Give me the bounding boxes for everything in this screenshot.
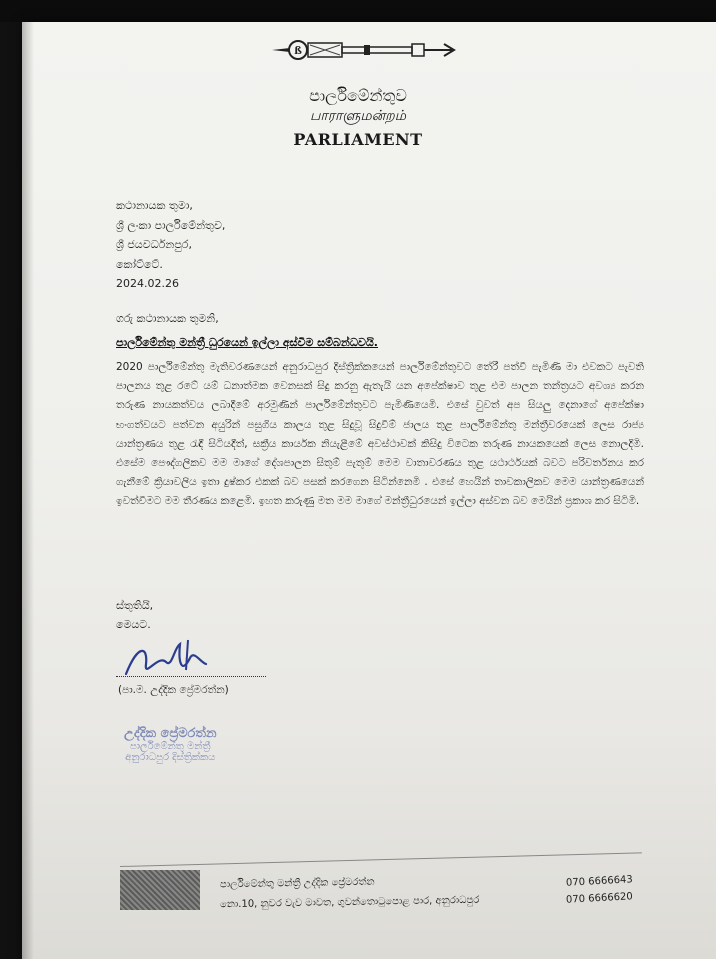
footer-phone-1: 070 6666643 xyxy=(565,874,634,889)
closing-yours: මෙයට. xyxy=(116,618,151,631)
recipient-line: කථානායක තුමා, xyxy=(116,199,193,212)
letter-body: 2020 පාර්ලිමේන්තු මැතිවරණයෙන් අනුරාධපුර දිස්ත්‍රික්කයෙන් පාර්ලිමේන්තුවට තේරී පත්වී පැමිණි මා එවකට පැවති පාලනය තුළ රටේ යම් ධනාත්මක වෙනසක් සිදු කරනු ඇතැයි යන අපේක්ෂාව තුළ එම පාලන තන්ත්‍රයට අවශ්‍ය කරන තරුණ නායකත්වය ලබාදීමේ අරමුණින් පාර්ලිමේන්තුවට පැමිණියෙමි. එසේ වුවත් අප සියලු දෙනාගේ අපේක්ෂා භංගත්වයට පත්වන අයුරින් පසුගිය කාලය තුළ සිදුවූ සිදුවීම් ජාලය තුළ පාර්ලිමේන්තු මන්ත්‍රීවරයෙක් ලෙස රාජ්‍ය යාන්ත්‍රණය තුළ රැඳී සිටියදීත්, සක්‍රීය කාර්යක නියැළීමේ අවස්ථාවක් කිසිදු විටෙක තරුණ නායකයෙක් ලෙස නොලදිමි. එසේම පෞද්ගලිකව මම මාගේ දේශපාලන සිතුම් පැතුම් මෙම වාතාවරණය තුළ යථාර්ථයක් බවට පරිවර්තනය කර ගැනීමේ ක්‍රියාවලිය ඉතා දුෂ්කර එකක් බව පසක් කරගෙන සිටින්නෙමි . එසේ හෙයින් තාවකාලිකව මෙම යාන්ත්‍රණයෙන් ඉවත්වීමට මම තීරණය කළෙමි. ඉහත කරුණු මත මම මාගේ මන්ත්‍රීධුරයෙන් ඉල්ලා අස්වන බව මෙයින් ප්‍රකාශ කර සිටිමි. xyxy=(116,361,644,508)
dark-top-band xyxy=(0,0,716,22)
stamp-title: පාර්ලිමේන්තු මන්ත්‍රී xyxy=(129,741,211,752)
stamp-name: උද්දික ප්‍රේමරත්න xyxy=(124,726,217,741)
recipient-line: ශ්‍රී ලංකා පාර්ලිමේන්තුව, xyxy=(116,218,226,232)
letterhead-tamil: பாராளுமன்றம் xyxy=(310,108,406,124)
footer-address: නො.10, නුවර වැව මාවත, ගුවන්තොටුපොළ පාර, අනුරාධපුර xyxy=(219,894,480,911)
signature-line xyxy=(116,676,266,677)
paper-edge-shadow xyxy=(22,22,34,959)
footer-name: පාර්ලිමේන්තු මන්ත්‍රී උද්දික ප්‍රේමරත්න xyxy=(219,876,375,891)
letterhead-sinhala: පාර්ලිමේන්තුව xyxy=(309,86,407,105)
salutation: ගරු කථානායක තුමනි, xyxy=(116,312,219,325)
recipient-address xyxy=(116,196,225,294)
letter-date: 2024.02.26 xyxy=(116,277,179,290)
letterhead-english: PARLIAMENT xyxy=(293,130,423,149)
closing xyxy=(116,596,153,634)
footer-phone-2: 070 6666620 xyxy=(565,891,634,906)
official-stamp xyxy=(124,726,217,763)
qr-code-icon xyxy=(120,870,200,910)
subject-line: පාර්ලිමේන්තු මන්ත්‍රී ධුරයෙන් ඉල්ලා අස්වීම සම්බන්ධවයි. xyxy=(116,336,378,349)
stamp-district: අනුරාධපුර දිස්ත්‍රික්කය xyxy=(125,752,216,763)
recipient-line: ශ්‍රී ජයවර්ධනපුර, xyxy=(116,238,192,251)
closing-thanks: ස්තුතියි, xyxy=(116,599,154,612)
signer-name: (පා.ම. උද්දික ප්‍රේමරත්න) xyxy=(118,684,229,696)
recipient-line: කෝට්ටේ. xyxy=(116,257,163,271)
parliament-mace-emblem-icon xyxy=(268,36,458,64)
svg-text:ß: ß xyxy=(294,46,302,57)
